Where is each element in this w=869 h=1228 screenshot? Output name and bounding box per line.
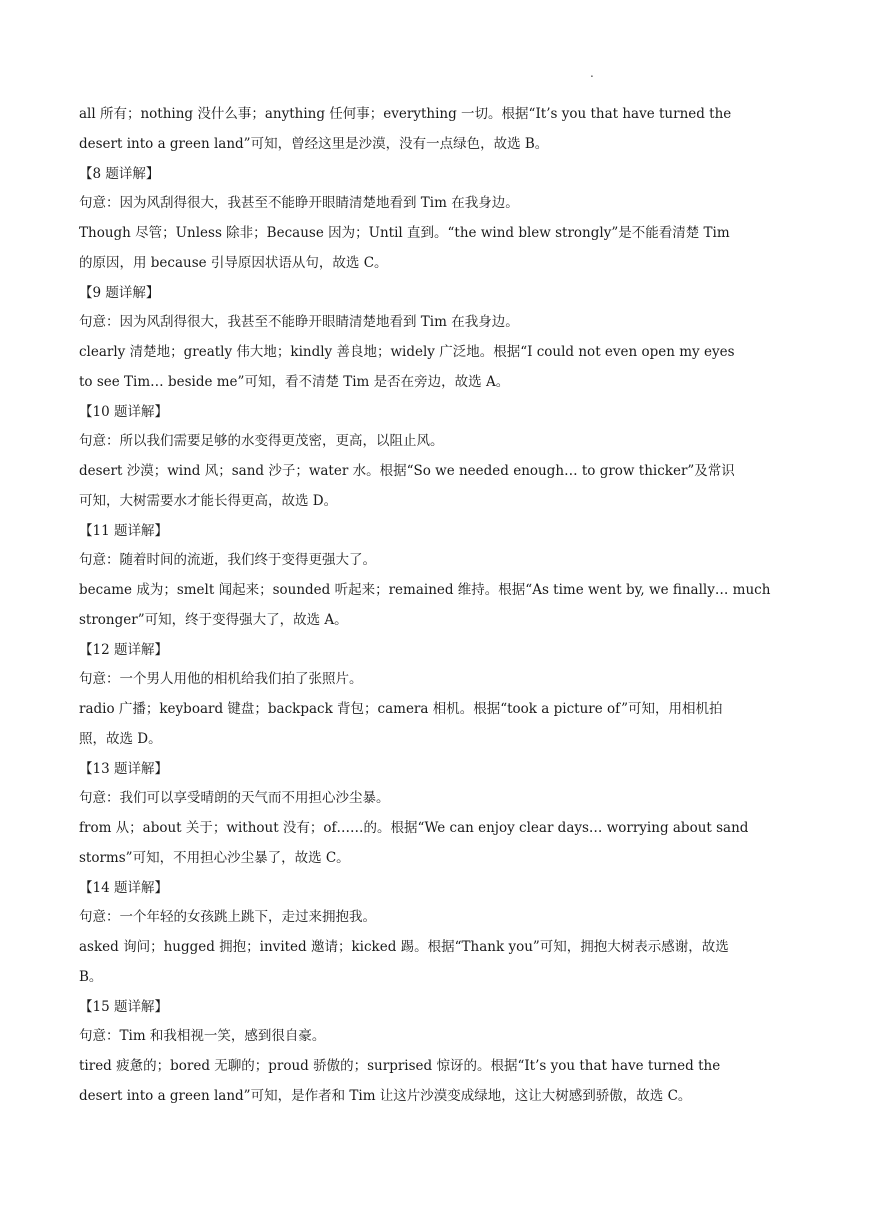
- text-line: became 成为；smelt 闻起来；sounded 听起来；remained 维持。根据“As time went by, we finally… much: [79, 582, 771, 598]
- text-line: 句意：因为风刮得很大，我甚至不能睁开眼睛清楚地看到 Tim 在我身边。: [79, 195, 519, 212]
- section-heading: 【14 题详解】: [79, 879, 168, 896]
- text-line: 句意：Tim 和我相视一笑，感到很自豪。: [79, 1028, 326, 1045]
- text-line: 可知，大树需要水才能长得更高，故选 D。: [79, 492, 338, 509]
- text-line: B。: [79, 968, 103, 985]
- text-line: 句意：我们可以享受晴朗的天气而不用担心沙尘暴。: [79, 790, 390, 807]
- text-line: 句意：一个年轻的女孩跳上跳下，走过来拥抱我。: [79, 909, 376, 926]
- text-line: storms”可知，不用担心沙尘暴了，故选 C。: [79, 849, 350, 866]
- text-line: 句意：因为风刮得很大，我甚至不能睁开眼睛清楚地看到 Tim 在我身边。: [79, 314, 519, 331]
- text-line: 句意：所以我们需要足够的水变得更茂密，更高，以阻止风。: [79, 433, 444, 450]
- text-line: 照，故选 D。: [79, 730, 162, 747]
- text-line: clearly 清楚地；greatly 伟大地；kindly 善良地；widely 广泛地。根据“I could not even open my eyes: [79, 344, 735, 360]
- text-line: to see Tim… beside me”可知，看不清楚 Tim 是否在旁边，故选 A。: [79, 373, 510, 390]
- text-line: 的原因，用 because 引导原因状语从句，故选 C。: [79, 254, 388, 271]
- text-line: 句意：一个男人用他的相机给我们拍了张照片。: [79, 671, 363, 688]
- text-line: all 所有；nothing 没什么事；anything 任何事；everything 一切。根据“It’s you that have turned the: [79, 106, 732, 122]
- text-line: desert 沙漠；wind 风；sand 沙子；water 水。根据“So we needed enough… to grow thicker”及常识: [79, 463, 735, 479]
- text-line: from 从；about 关于；without 没有；of……的。根据“We can enjoy clear days… worrying about sand: [79, 820, 749, 836]
- section-heading: 【9 题详解】: [79, 284, 160, 301]
- text-line: desert into a green land”可知，曾经这里是沙漠，没有一点绿色，故选 B。: [79, 135, 549, 152]
- text-line: 句意：随着时间的流逝，我们终于变得更强大了。: [79, 552, 376, 569]
- section-heading: 【11 题详解】: [79, 522, 168, 539]
- text-line: tired 疲惫的；bored 无聊的；proud 骄傲的；surprised 惊讶的。根据“It’s you that have turned the: [79, 1058, 721, 1074]
- document-body: [79, 100, 791, 1112]
- section-heading: 【15 题详解】: [79, 998, 168, 1015]
- section-heading: 【10 题详解】: [79, 403, 168, 420]
- text-line: stronger”可知，终于变得强大了，故选 A。: [79, 611, 348, 628]
- section-heading: 【13 题详解】: [79, 760, 168, 777]
- text-line: Though 尽管；Unless 除非；Because 因为；Until 直到。“the wind blew strongly”是不能看清楚 Tim: [79, 225, 730, 241]
- text-line: radio 广播；keyboard 键盘；backpack 背包；camera 相机。根据“took a picture of”可知，用相机拍: [79, 701, 723, 717]
- header-dot: .: [590, 66, 594, 80]
- text-line: asked 询问；hugged 拥抱；invited 邀请；kicked 踢。根据“Thank you”可知，拥抱大树表示感谢，故选: [79, 939, 729, 955]
- text-line: desert into a green land”可知，是作者和 Tim 让这片沙漠变成绿地，这让大树感到骄傲，故选 C。: [79, 1087, 692, 1104]
- section-heading: 【12 题详解】: [79, 641, 168, 658]
- section-heading: 【8 题详解】: [79, 165, 160, 182]
